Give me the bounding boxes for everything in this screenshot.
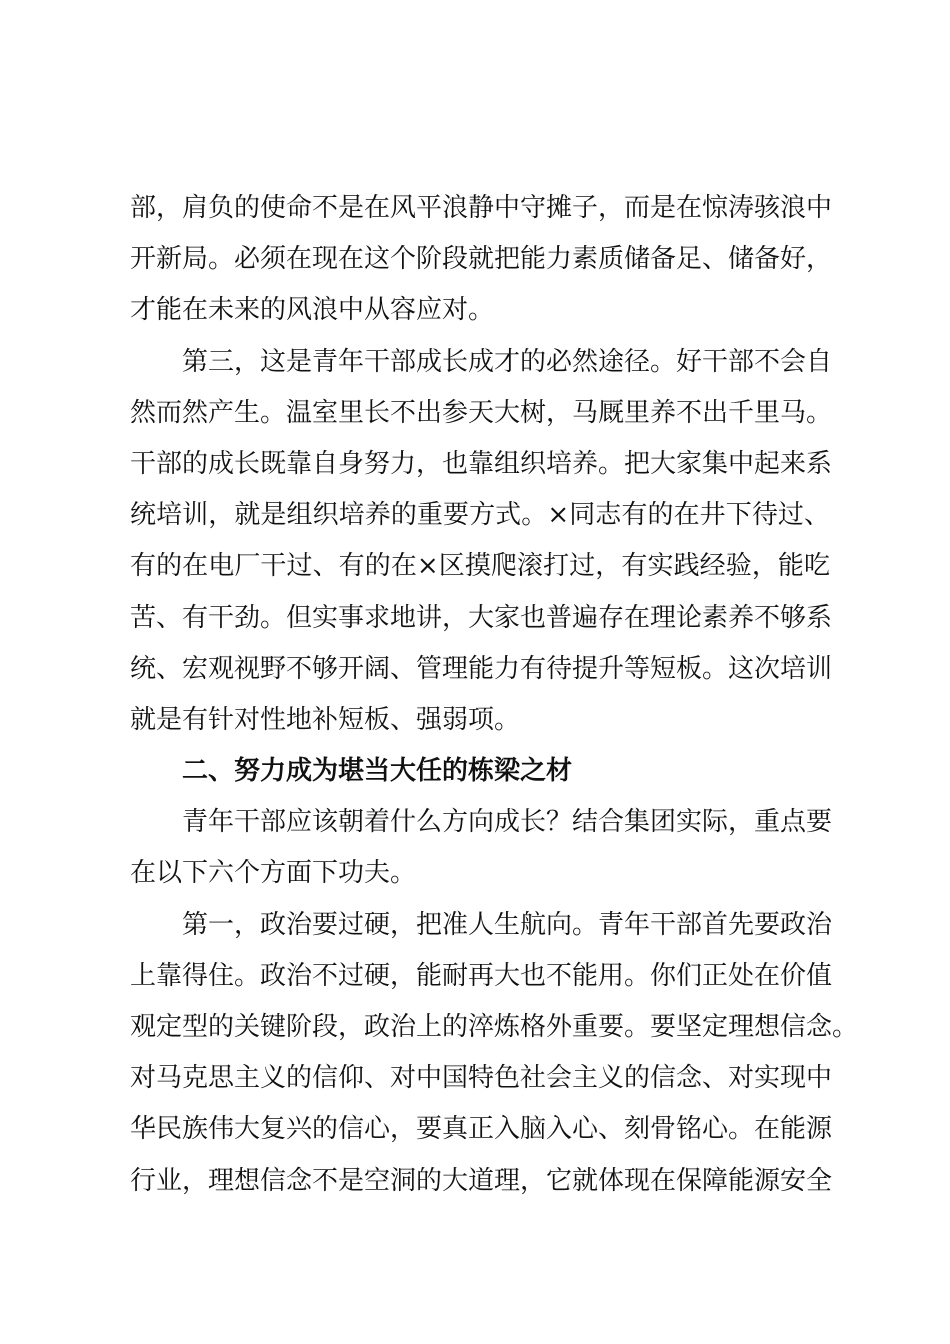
text-line: 上靠得住。政治不过硬，能耐再大也不能用。你们正处在价值 <box>130 960 833 991</box>
text-line: 行业，理想信念不是空洞的大道理，它就体现在保障能源安全 <box>130 1165 833 1196</box>
text-line: 统培训，就是组织培养的重要方式。×同志有的在井下待过、 <box>130 500 830 531</box>
text-line: 干部的成长既靠自身努力，也靠组织培养。把大家集中起来系 <box>130 448 833 479</box>
document-body <box>130 183 859 1207</box>
text-line: 才能在未来的风浪中从容应对。 <box>130 295 495 326</box>
text-line: 在以下六个方面下功夫。 <box>130 858 417 889</box>
text-line: 部，肩负的使命不是在风平浪静中守摊子，而是在惊涛骇浪中 <box>130 193 833 223</box>
text-line: 开新局。必须在现在这个阶段就把能力素质储备足、储备好， <box>130 244 833 275</box>
paragraph-first-line: 第一，政治要过硬，把准人生航向。青年干部首先要政治 <box>182 909 833 940</box>
text-line: 就是有针对性地补短板、强弱项。 <box>130 704 521 735</box>
paragraph-first-line: 第三，这是青年干部成长成才的必然途径。好干部不会自 <box>182 346 833 377</box>
text-line: 对马克思主义的信仰、对中国特色社会主义的信念、对实现中 <box>130 1063 833 1094</box>
text-line: 统、宏观视野不够开阔、管理能力有待提升等短板。这次培训 <box>130 653 833 684</box>
text-line: 苦、有干劲。但实事求地讲，大家也普遍存在理论素养不够系 <box>130 602 833 633</box>
text-line: 观定型的关键阶段，政治上的淬炼格外重要。要坚定理想信念。 <box>130 1012 859 1042</box>
section-heading: 二、努力成为堪当大任的栋梁之材 <box>182 756 573 787</box>
text-line: 华民族伟大复兴的信心，要真正入脑入心、刻骨铭心。在能源 <box>130 1114 833 1145</box>
text-line: 有的在电厂干过、有的在×区摸爬滚打过，有实践经验，能吃 <box>130 551 830 582</box>
paragraph-first-line: 青年干部应该朝着什么方向成长？结合集团实际，重点要 <box>182 807 833 838</box>
text-line: 然而然产生。温室里长不出参天大树，马厩里养不出千里马。 <box>130 397 833 428</box>
